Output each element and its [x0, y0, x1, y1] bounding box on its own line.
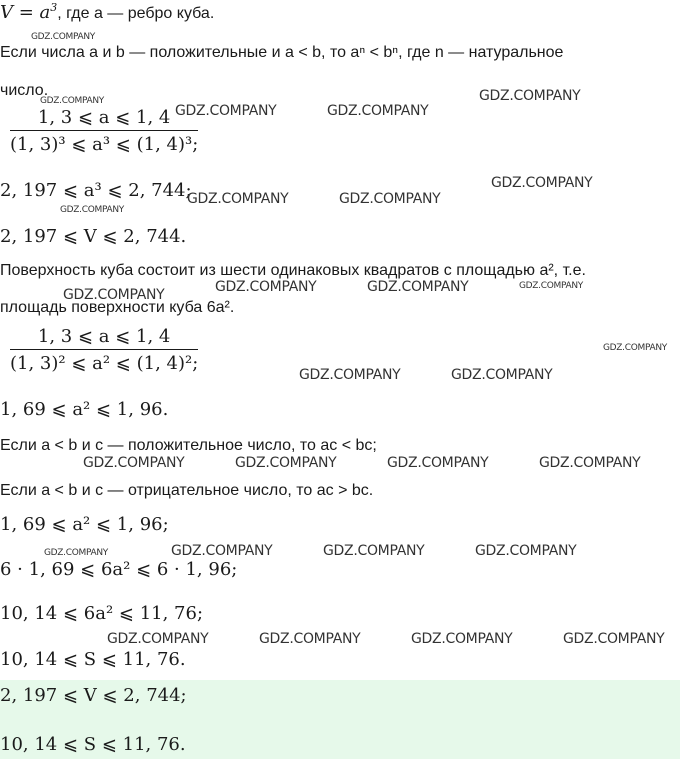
text-a-cubed-range: 2, 197 ⩽ a³ ⩽ 2, 744;: [0, 180, 192, 201]
watermark-text: GDZ.COMPANY: [367, 279, 469, 295]
watermark-text: GDZ.COMPANY: [411, 631, 513, 647]
watermark-text: GDZ.COMPANY: [519, 281, 584, 291]
answer-volume: 2, 197 ⩽ V ⩽ 2, 744;: [0, 685, 187, 706]
text-a-squared-range: 1, 69 ⩽ a² ⩽ 1, 96.: [0, 399, 169, 420]
text-volume-desc: , где a — ребро куба.: [57, 5, 215, 22]
text-rule-powers: Если числа a и b — положительные и a < b, то aⁿ < bⁿ, где n — натуральное: [0, 44, 564, 61]
watermark-text: GDZ.COMPANY: [215, 279, 317, 295]
watermark-text: GDZ.COMPANY: [387, 455, 489, 471]
watermark-text: GDZ.COMPANY: [299, 367, 401, 383]
fraction-denominator: (1, 3)² ⩽ a² ⩽ (1, 4)²;: [10, 353, 199, 374]
text-rule-negative: Если a < b и c — отрицательное число, то ac > bc.: [0, 482, 374, 499]
answer-block: [0, 680, 680, 759]
fraction-numerator: 1, 3 ⩽ a ⩽ 1, 4: [37, 326, 171, 347]
text-a-squared-range-2: 1, 69 ⩽ a² ⩽ 1, 96;: [0, 514, 169, 535]
watermark-text: GDZ.COMPANY: [563, 631, 665, 647]
text-rule-positive: Если a < b и c — положительное число, то ac < bc;: [0, 437, 377, 454]
watermark-text: GDZ.COMPANY: [479, 88, 581, 104]
watermark-text: GDZ.COMPANY: [107, 631, 209, 647]
text-surface-range: 10, 14 ⩽ S ⩽ 11, 76.: [0, 649, 186, 670]
watermark-text: GDZ.COMPANY: [44, 548, 109, 558]
text-six-a-squared-range: 10, 14 ⩽ 6a² ⩽ 11, 76;: [0, 603, 204, 624]
watermark-text: GDZ.COMPANY: [603, 343, 668, 353]
fraction-denominator: (1, 3)³ ⩽ a³ ⩽ (1, 4)³;: [10, 134, 199, 155]
watermark-text: GDZ.COMPANY: [327, 103, 429, 119]
watermark-text: GDZ.COMPANY: [60, 205, 125, 215]
watermark-text: GDZ.COMPANY: [539, 455, 641, 471]
text-surface-area: площадь поверхности куба 6a².: [0, 299, 235, 316]
fraction-bar: [10, 349, 198, 350]
text-volume-range: 2, 197 ⩽ V ⩽ 2, 744.: [0, 226, 187, 247]
fraction-square-bounds: [10, 326, 198, 374]
watermark-text: GDZ.COMPANY: [475, 543, 577, 559]
formula-v-equals-a-cubed: $V = a^3$: [0, 1, 58, 23]
watermark-text: GDZ.COMPANY: [171, 543, 273, 559]
watermark-text: GDZ.COMPANY: [451, 367, 553, 383]
watermark-text: GDZ.COMPANY: [40, 96, 105, 106]
watermark-text: GDZ.COMPANY: [491, 175, 593, 191]
watermark-text: GDZ.COMPANY: [235, 455, 337, 471]
watermark-text: GDZ.COMPANY: [31, 32, 96, 42]
line-volume-formula: [0, 2, 214, 23]
text-times-six: 6 · 1, 69 ⩽ 6a² ⩽ 6 · 1, 96;: [0, 559, 238, 580]
fraction-cube-bounds: [10, 107, 198, 155]
watermark-text: GDZ.COMPANY: [83, 455, 185, 471]
fraction-numerator: 1, 3 ⩽ a ⩽ 1, 4: [37, 107, 171, 128]
watermark-text: GDZ.COMPANY: [63, 287, 165, 303]
text-rule-powers-end: число.: [0, 82, 49, 99]
watermark-text: GDZ.COMPANY: [339, 191, 441, 207]
fraction-bar: [10, 130, 198, 131]
watermark-text: GDZ.COMPANY: [259, 631, 361, 647]
watermark-text: GDZ.COMPANY: [175, 103, 277, 119]
text-surface-desc: Поверхность куба состоит из шести одинаковых квадратов с площадью a², т.е.: [0, 262, 586, 279]
watermark-text: GDZ.COMPANY: [187, 191, 289, 207]
answer-surface: 10, 14 ⩽ S ⩽ 11, 76.: [0, 734, 186, 755]
watermark-text: GDZ.COMPANY: [323, 543, 425, 559]
